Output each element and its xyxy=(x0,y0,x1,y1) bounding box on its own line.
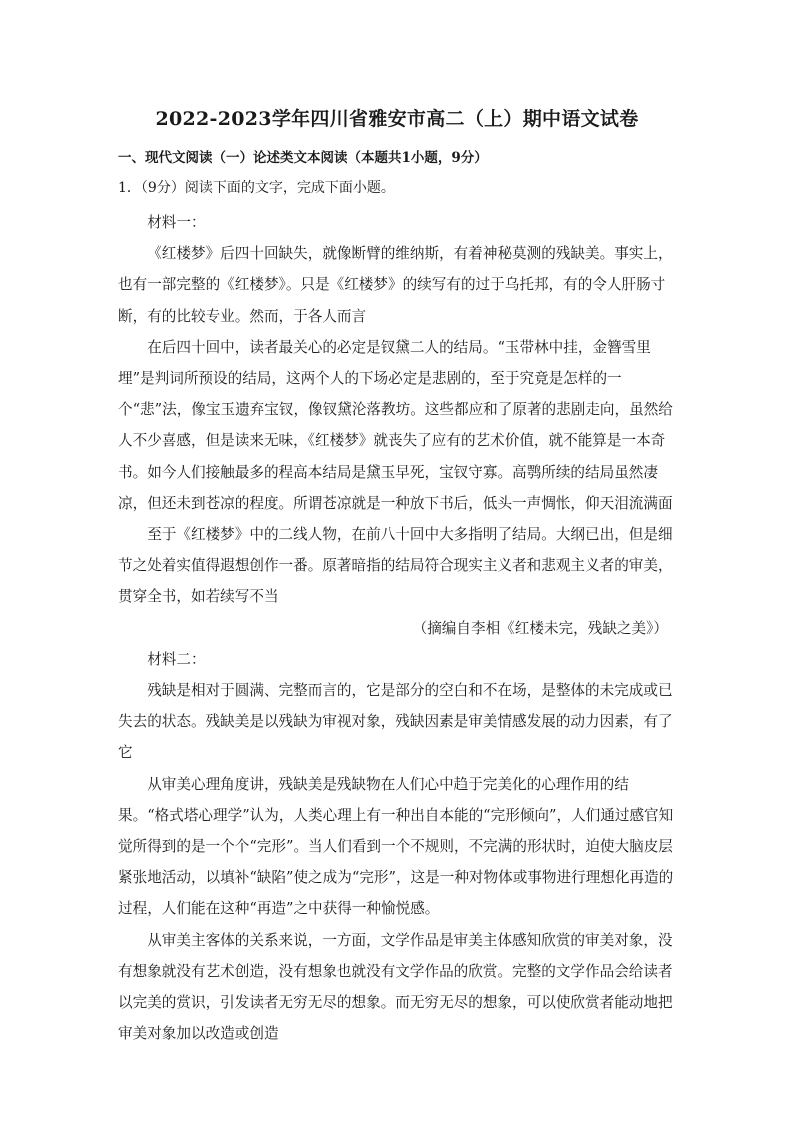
material1-label: 材料一： xyxy=(147,214,206,231)
reading-passage xyxy=(118,207,674,1049)
material1-paragraph: 《红楼梦》后四十回缺失，就像断臂的维纳斯，有着神秘莫测的残缺美。事实上，也有一部完整的《红楼梦》。只是《红楼梦》的续写有的过于乌托邦，有的令人肝肠寸断，有的比较专业。然而，于各人而言 xyxy=(118,245,673,325)
material1-paragraph: 至于《红楼梦》中的二线人物，在前八十回中大多指明了结局。大纲已出，但是细节之处着实值得遐想创作一番。原著暗指的结局符合现实主义者和悲观主义者的审美，贯穿全书，如若续写不当 xyxy=(118,526,673,606)
material2-label: 材料二： xyxy=(147,650,206,668)
section-heading: 一、现代文阅读（一）论述类文本阅读（本题共1小题，9分） xyxy=(118,150,488,166)
material2-paragraph: 从审美心理角度讲，残缺美是残缺物在人们心中趋于完美化的心理作用的结果。“格式塔心理学”认为，人类心理上有一种出自本能的“完形倾向”，人们通过感官知觉所得到的是一个个“完形”。当人们看到一个不规则，不完满的形状时，迫使大脑皮层紧张地活动，以填补“缺陷”使之成为“完形”，这是一种对物体或事物进行理想化再造的过程，人们能在这种“再造”之中获得一种愉悦感。 xyxy=(118,775,674,918)
material2-paragraph: 从审美主客体的关系来说，一方面，文学作品是审美主体感知欣赏的审美对象，没有想象就没有艺术创造，没有想象也就没有文学作品的欣赏。完整的文学作品会给读者以完美的赏识，引发读者无穷无尽的想象。而无穷无尽的想象，可以使欣赏者能动地把审美对象加以改造或创造 xyxy=(118,931,673,1043)
material2-paragraph: 残缺是相对于圆满、完整而言的，它是部分的空白和不在场，是整体的未完成或已失去的状态。残缺美是以残缺为审视对象，残缺因素是审美情感发展的动力因素，有了它 xyxy=(118,682,673,762)
material1-source: （摘编自李相《红楼未完，残缺之美》） xyxy=(412,619,668,637)
question-intro: 1．（9分）阅读下面的文字，完成下面小题。 xyxy=(118,180,395,196)
material1-paragraph: 在后四十回中，读者最关心的必定是钗黛二人的结局。“玉带林中挂，金簪雪里埋”是判词所预设的结局，这两个人的下场必定是悲剧的，至于究竟是怎样的一个“悲”法，像宝玉遗弃宝钗，像钗黛沦落教坊。这些都应和了原著的悲剧走向，虽然给人不少喜感，但是读来无味，《红楼梦》就丧失了应有的艺术价值，就不能算是一本奇书。如今人们接触最多的程高本结局是黛玉早死，宝钗守寡。高鹗所续的结局虽然凄凉，但还未到苍凉的程度。所谓苍凉就是一种放下书后，低头一声惆怅，仰天泪流满面 xyxy=(118,338,673,512)
document-title: 2022-2023学年四川省雅安市高二（上）期中语文试卷 xyxy=(155,108,639,130)
